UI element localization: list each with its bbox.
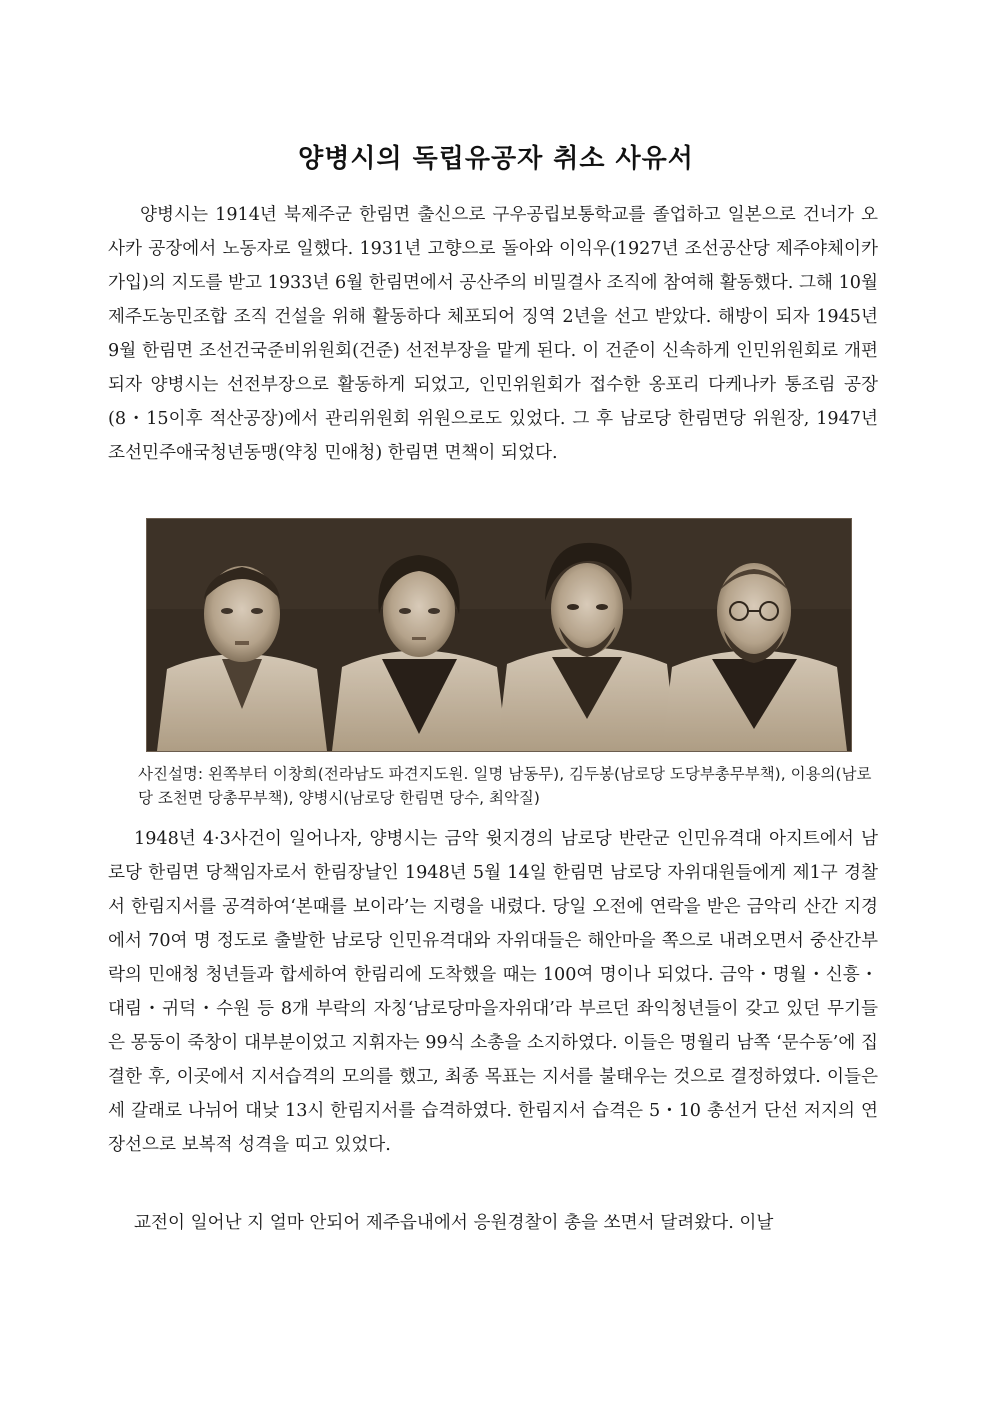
group-photo [146,518,852,752]
paragraph-incident: 1948년 4·3사건이 일어나자, 양병시는 금악 윗지경의 남로당 반란군 인민유격대 아지트에서 남로당 한림면 당책임자로서 한림장날인 1948년 5월 14일 한림면 남로당 자위대원들에게 제1구 경찰서 한림지서를 공격하여‘본때를 보이라’는 지령을 내렸다. 당일 오전에 연락을 받은 금악리 산간 지경에서 70여 명 정도로 출발한 남로당 인민유격대와 자위대들은 해안마을 쪽으로 내려오면서 중산간부락의 민애청 청년들과 합세하여 한림리에 도착했을 때는 100여 명이나 되었다. 금악・명월・신흥・대림・귀덕・수원 등 8개 부락의 자칭‘남로당마을자위대’라 부르던 좌익청년들이 갖고 있던 무기들은 몽둥이 죽창이 대부분이었고 지휘자는 99식 소총을 소지하였다. 이들은 명월리 남쪽 ‘문수동’에 집결한 후, 이곳에서 지서습격의 모의를 했고, 최종 목표는 지서를 불태우는 것으로 결정하였다. 이들은 세 갈래로 나뉘어 대낮 13시 한림지서를 습격하였다. 한림지서 습격은 5・10 총선거 단선 저지의 연장선으로 보복적 성격을 띠고 있었다. [108,829,878,1155]
paragraph-continuation: 교전이 일어난 지 얼마 안되어 제주읍내에서 응원경찰이 총을 쏘면서 달려왔다. 이날 [134,1213,774,1233]
photo-caption: 사진설명: 왼쪽부터 이창희(전라남도 파견지도원. 일명 남동무), 김두봉(남로당 도당부총무부책), 이용의(남로당 조천면 당총무부책), 양병시(남로당 한림면 당수, 최악질) [138,765,872,807]
paragraph-biography: 양병시는 1914년 북제주군 한림면 출신으로 구우공립보통학교를 졸업하고 일본으로 건너가 오사카 공장에서 노동자로 일했다. 1931년 고향으로 돌아와 이익우(1927년 조선공산당 제주야체이카 가입)의 지도를 받고 1933년 6월 한림면에서 공산주의 비밀결사 조직에 참여해 활동했다. 그해 10월 제주도농민조합 조직 건설을 위해 활동하다 체포되어 징역 2년을 선고 받았다. 해방이 되자 1945년 9월 한림면 조선건국준비위원회(건준) 선전부장을 맡게 된다. 이 건준이 신속하게 인민위원회로 개편되자 양병시는 선전부장으로 활동하게 되었고, 인민위원회가 접수한 옹포리 다케나카 통조림 공장(8・15이후 적산공장)에서 관리위원회 위원으로도 있었다. 그 후 남로당 한림면당 위원장, 1947년 조선민주애국청년동맹(약칭 민애청) 한림면 면책이 되었다. [108,205,878,463]
document-title: 양병시의 독립유공자 취소 사유서 [298,144,694,174]
